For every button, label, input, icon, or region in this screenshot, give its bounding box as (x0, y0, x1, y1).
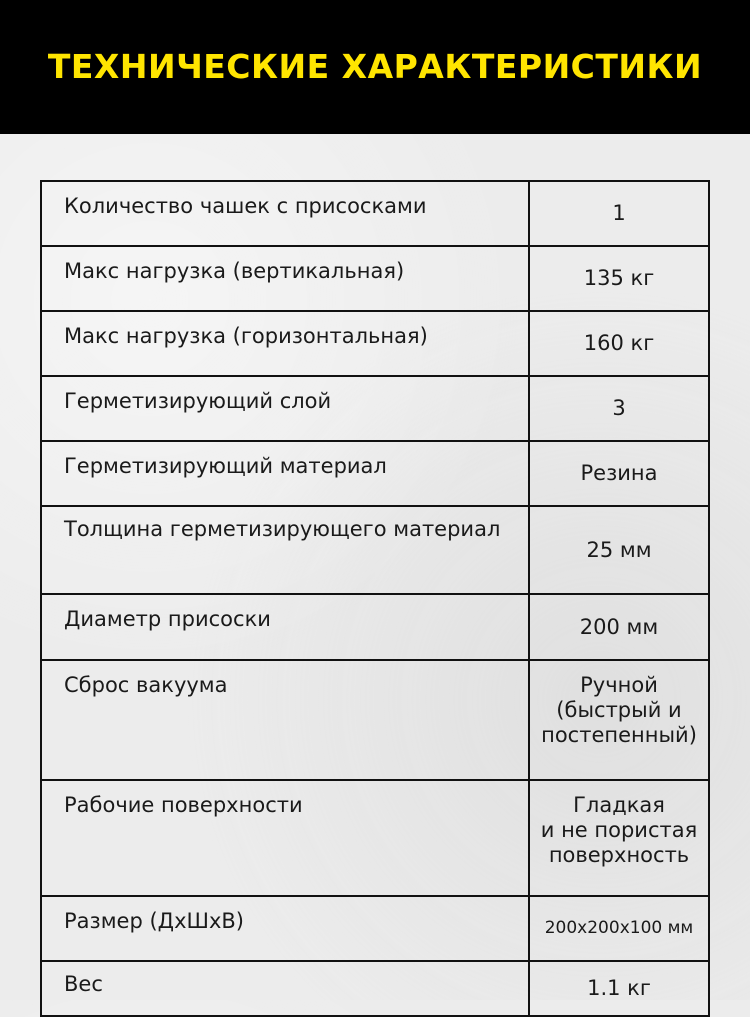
spec-value-text: 3 (612, 396, 626, 420)
table-row (41, 660, 709, 780)
table-row (41, 506, 709, 594)
table-row (41, 594, 709, 660)
spec-label: Рабочие поверхности (41, 780, 529, 896)
table-row (41, 246, 709, 311)
table-row (41, 441, 709, 506)
spec-value (529, 780, 709, 896)
header-banner (0, 0, 750, 134)
spec-value-text: 135 кг (583, 266, 655, 290)
spec-value (529, 441, 709, 506)
spec-value (529, 896, 709, 961)
spec-value-text: 1.1 кг (587, 976, 651, 1000)
spec-value (529, 506, 709, 594)
table-row (41, 961, 709, 1016)
page-title: ТЕХНИЧЕСКИЕ ХАРАКТЕРИСТИКИ (47, 46, 703, 86)
spec-label: Макс нагрузка (вертикальная) (41, 246, 529, 311)
spec-value-text: 160 кг (583, 331, 655, 355)
spec-value (529, 961, 709, 1016)
spec-value-text: 200x200x100 мм (544, 918, 694, 938)
spec-value (529, 376, 709, 441)
spec-value-text: 200 мм (579, 614, 659, 639)
spec-value (529, 660, 709, 780)
spec-value-text: 25 мм (586, 537, 652, 562)
spec-value-text: Гладкая и не пористая поверхность (540, 793, 698, 867)
spec-value (529, 594, 709, 660)
spec-label: Диаметр присоски (41, 594, 529, 660)
spec-value-text: 1 (612, 201, 626, 225)
spec-label: Толщина герметизирующего материал (41, 506, 529, 594)
table-row (41, 780, 709, 896)
spec-value (529, 181, 709, 246)
spec-value-text: Ручной (быстрый и постепенный) (541, 673, 697, 747)
spec-value (529, 246, 709, 311)
table-row (41, 376, 709, 441)
table-row (41, 896, 709, 961)
spec-value (529, 311, 709, 376)
table-row (41, 311, 709, 376)
spec-label: Макс нагрузка (горизонтальная) (41, 311, 529, 376)
spec-label: Герметизирующий материал (41, 441, 529, 506)
spec-label: Размер (ДхШхВ) (41, 896, 529, 961)
specs-table (40, 180, 710, 1017)
spec-value-text: Резина (580, 461, 658, 485)
table-row (41, 181, 709, 246)
spec-label: Сброс вакуума (41, 660, 529, 780)
spec-label: Герметизирующий слой (41, 376, 529, 441)
spec-label: Количество чашек с присосками (41, 181, 529, 246)
spec-label: Вес (41, 961, 529, 1016)
